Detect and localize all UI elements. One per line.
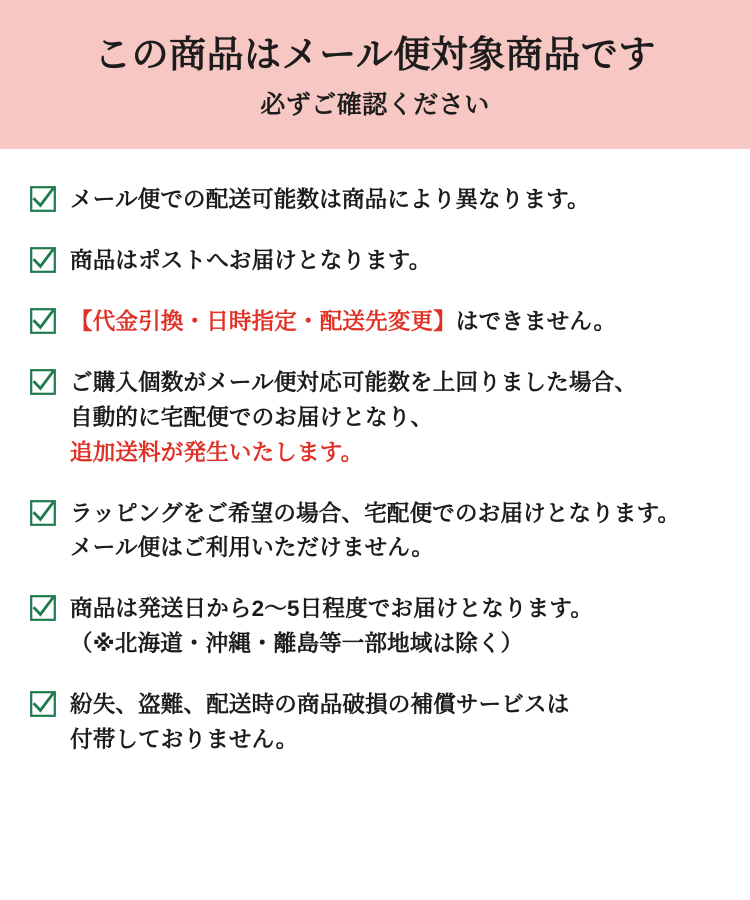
notice-item <box>30 497 720 567</box>
notice-text-emphasis: 追加送料が発生いたします。 <box>70 439 364 465</box>
notice-item-text <box>70 305 616 340</box>
checkbox-checked-icon <box>30 691 56 717</box>
notice-item <box>30 244 720 279</box>
notice-text-segment: 付帯しておりません。 <box>70 726 299 752</box>
notice-item-text <box>70 244 431 279</box>
notice-text-segment: （※北海道・沖縄・離島等一部地域は除く） <box>70 631 524 657</box>
notice-item-text <box>70 497 680 567</box>
notice-text-segment: ラッピングをご希望の場合、宅配便でのお届けとなります。 <box>70 500 681 526</box>
notice-item-line <box>70 366 637 401</box>
checkbox-checked-icon <box>30 247 56 273</box>
notice-text-segment: 商品は発送日から2〜5日程度でお届けとなります。 <box>70 596 594 622</box>
notice-item-text <box>70 688 569 758</box>
notice-item-text <box>70 592 593 662</box>
notice-text-segment: メール便はご利用いただけません。 <box>70 535 435 561</box>
notice-item-line <box>70 723 569 758</box>
notice-item-line <box>70 183 590 218</box>
notice-text-segment: はできません。 <box>455 309 617 335</box>
notice-text-segment: 自動的に宅配便でのお届けとなり、 <box>70 404 434 430</box>
notice-item-text <box>70 366 637 471</box>
notice-item <box>30 592 720 662</box>
notice-item <box>30 688 720 758</box>
notice-item <box>30 305 720 340</box>
notice-list <box>0 149 750 758</box>
checkbox-checked-icon <box>30 595 56 621</box>
checkbox-checked-icon <box>30 186 56 212</box>
notice-item <box>30 366 720 471</box>
notice-text-segment: ご購入個数がメール便対応可能数を上回りました場合、 <box>70 369 638 395</box>
notice-text-segment: メール便での配送可能数は商品により異なります。 <box>70 187 590 213</box>
notice-item-line <box>70 531 680 566</box>
notice-item-line <box>70 592 593 627</box>
notice-item-text <box>70 183 590 218</box>
checkbox-checked-icon <box>30 308 56 334</box>
notice-item-line <box>70 305 616 340</box>
notice-text-segment: 商品はポストへお届けとなります。 <box>70 248 432 274</box>
notice-item-line <box>70 688 569 723</box>
notice-banner <box>0 0 750 149</box>
notice-item-line <box>70 436 637 471</box>
notice-item-line <box>70 244 431 279</box>
page-subtitle: 必ずご確認ください <box>260 90 490 119</box>
notice-item <box>30 183 720 218</box>
notice-item-line <box>70 401 637 436</box>
notice-text-segment: 紛失、盗難、配送時の商品破損の補償サービスは <box>70 692 570 718</box>
checkbox-checked-icon <box>30 500 56 526</box>
checkbox-checked-icon <box>30 369 56 395</box>
notice-text-emphasis: 【代金引換・日時指定・配送先変更】 <box>70 309 456 335</box>
notice-item-line <box>70 497 680 532</box>
page-title: この商品はメール便対象商品です <box>94 34 656 75</box>
notice-item-line <box>70 627 593 662</box>
